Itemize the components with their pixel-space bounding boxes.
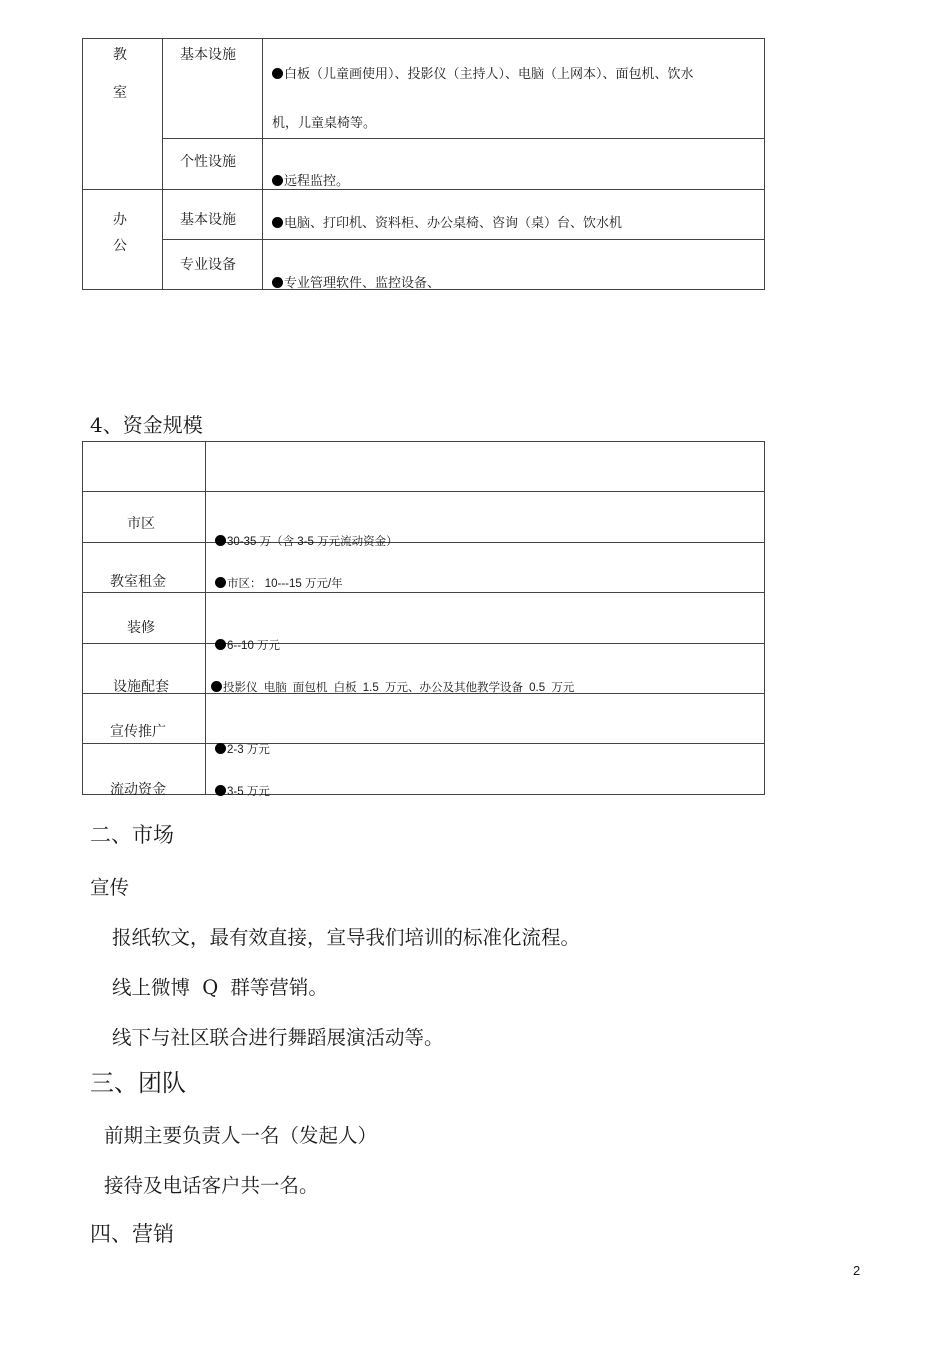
funds-row-value-rent <box>215 575 343 591</box>
market-item-2: 线上微博 Q 群等营销。 <box>112 976 328 999</box>
funds-value-rent-text: 市区： 10---15 万元/年 <box>227 578 343 590</box>
office-category-char-2: 公 <box>113 238 127 254</box>
funds-row-value-decoration <box>215 637 280 653</box>
funds-heading: 4、资金规模 <box>90 413 203 437</box>
bullet-icon <box>215 639 226 650</box>
market-heading: 二、市场 <box>90 823 174 847</box>
classroom-custom-value <box>272 170 349 189</box>
classroom-custom-text: 远程监控。 <box>284 174 350 189</box>
funds-row-label-working-capital: 流动资金 <box>110 782 166 798</box>
bullet-icon <box>272 277 283 288</box>
office-professional-text: 专业管理软件、监控设备、 <box>284 276 441 291</box>
market-item-3: 线下与社区联合进行舞蹈展演活动等。 <box>112 1026 444 1049</box>
bullet-icon <box>215 535 226 546</box>
funds-row-label-promotion: 宣传推广 <box>110 724 166 740</box>
page-number: 2 <box>853 1263 861 1278</box>
market-item-1: 报纸软文，最有效直接，宣导我们培训的标准化流程。 <box>112 926 581 949</box>
classroom-category-char-1: 教 <box>113 47 127 63</box>
funds-value-equipment-text: 投影仪 电脑 面包机 白板 1.5 万元、办公及其他教学设备 0.5 万元 <box>223 682 575 694</box>
funds-row-value-equipment <box>211 679 574 695</box>
office-professional-value <box>272 272 440 291</box>
office-basic-value <box>272 212 622 231</box>
team-heading: 三、团队 <box>90 1069 186 1097</box>
funds-row-label-rent: 教室租金 <box>110 574 166 590</box>
funds-row-value-promotion <box>215 741 270 757</box>
office-professional-label: 专业设备 <box>180 257 236 273</box>
bullet-icon <box>215 785 226 796</box>
marketing-heading: 四、营销 <box>90 1222 174 1246</box>
classroom-basic-line-1 <box>272 63 694 82</box>
classroom-basic-label: 基本设施 <box>180 47 236 63</box>
classroom-basic-line-2: 机，儿童桌椅等。 <box>272 116 377 131</box>
funds-value-working-capital-text: 3-5 万元 <box>227 786 270 798</box>
team-item-1: 前期主要负责人一名（发起人） <box>104 1124 378 1147</box>
team-item-2: 接待及电话客户共一名。 <box>104 1174 319 1197</box>
funds-value-decoration-text: 6--10 万元 <box>227 640 281 652</box>
bullet-icon <box>215 743 226 754</box>
office-basic-text: 电脑、打印机、资料柜、办公桌椅、咨询（桌）台、饮水机 <box>284 216 623 231</box>
bullet-icon <box>272 175 283 186</box>
funds-value-city-text: 30-35 万（含 3-5 万元流动资金） <box>227 536 398 548</box>
bullet-icon <box>215 577 226 588</box>
bullet-icon <box>272 217 283 228</box>
market-subheading: 宣传 <box>90 876 130 899</box>
bullet-icon <box>272 68 283 79</box>
office-category-char-1: 办 <box>113 212 127 228</box>
funds-row-label-city: 市区 <box>127 516 155 532</box>
classroom-basic-text: 白板（儿童画使用）、投影仪（主持人）、电脑（上网本）、面包机、饮水 <box>284 67 694 82</box>
bullet-icon <box>211 681 222 692</box>
funds-row-label-decoration: 装修 <box>127 620 155 636</box>
funds-row-value-working-capital <box>215 783 270 799</box>
office-basic-label: 基本设施 <box>180 212 236 228</box>
funds-value-promotion-text: 2-3 万元 <box>227 744 270 756</box>
funds-row-value-city <box>215 533 398 549</box>
funds-row-label-equipment: 设施配套 <box>113 679 169 695</box>
classroom-category-char-2: 室 <box>113 85 127 101</box>
classroom-custom-label: 个性设施 <box>180 154 236 170</box>
